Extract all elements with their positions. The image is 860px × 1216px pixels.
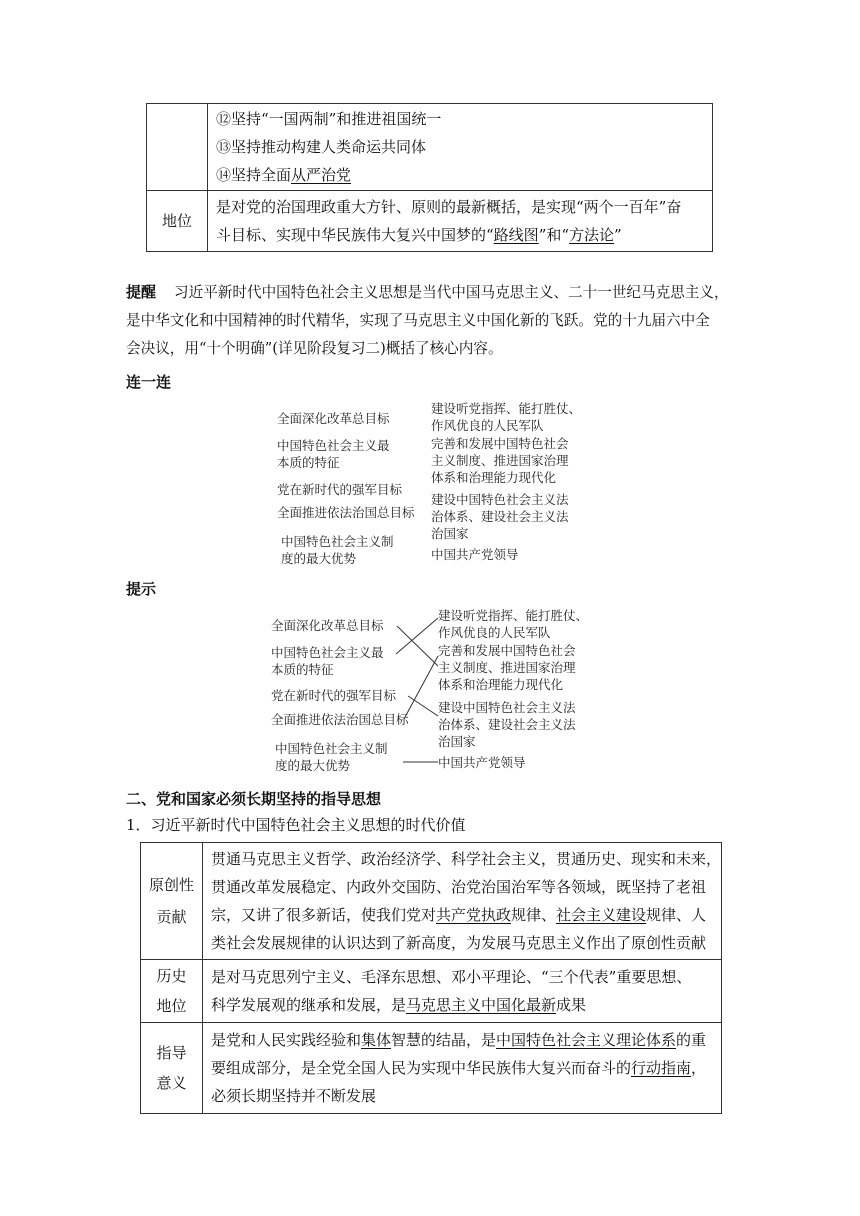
connector-4 xyxy=(404,656,438,719)
match-left-2: 中国特色社会主义最 本质的特征 xyxy=(277,438,390,470)
guiding-significance-content: 是党和人民实践经验和集体智慧的结晶，是中国特色社会主义理论体系的重 要组成部分，是全党全国人民为实现中华民族伟大复兴而奋斗的行动指南， 必须长期坚持并不断发展 xyxy=(202,1023,721,1114)
original-contribution-label: 原创性 贡献 xyxy=(141,843,203,960)
section-2-subtitle: 1．习近平新时代中国特色社会主义思想的时代价值 xyxy=(126,816,466,834)
content-line-13: ⑬坚持推动构建人类命运共同体 xyxy=(216,138,427,156)
hint-left-4: 全面推进依法治国总目标 xyxy=(271,712,409,727)
hint-left-3: 党在新时代的强军目标 xyxy=(271,688,397,703)
empty-label-cell xyxy=(147,104,208,191)
match-exercise xyxy=(276,400,596,568)
reminder-paragraph: 提醒 习近平新时代中国特色社会主义思想是当代中国马克思主义、二十一世纪马克思主义， 是中华文化和中国精神的时代精华，实现了马克思主义中国化新的飞跃。党的十九届六中全 会决议，用“十个明确”(详见阶段复习二)概括了核心内容。 xyxy=(126,283,729,357)
status-content: 是对党的治国理政重大方针、原则的最新概括，是实现“两个一百年”奋 斗目标、实现中华民族伟大复兴中国梦的“路线图”和“方法论” xyxy=(208,191,713,252)
historical-status-content: 是对马克思列宁主义、毛泽东思想、邓小平理论、“三个代表”重要思想、 科学发展观的继承和发展，是马克思主义中国化最新成果 xyxy=(202,960,721,1023)
original-contribution-content: 贯通马克思主义哲学、政治经济学、科学社会主义，贯通历史、现实和未来， 贯通改革发展稳定、内政外交国防、治党治国治军等各领域，既坚持了老祖 宗，又讲了很多新话，使我们党对共产党执政规律、社会主义建设规律、人 类社会发展规律的认识达到了新高度，为发展马克思主义作出了原创性贡献 xyxy=(202,843,721,960)
connector-2 xyxy=(396,618,438,654)
guiding-significance-label: 指导 意义 xyxy=(141,1023,203,1114)
match-right-3: 建设中国特色社会主义法 治体系、建设社会主义法 治国家 xyxy=(431,492,569,541)
hint-diagram xyxy=(270,604,600,776)
hint-left-2: 中国特色社会主义最 本质的特征 xyxy=(271,645,384,677)
reminder-label: 提醒 xyxy=(126,283,157,301)
hint-right-2: 完善和发展中国特色社会 主义制度、推进国家治理 体系和治理能力现代化 xyxy=(438,643,576,692)
hint-left-1: 全面深化改革总目标 xyxy=(271,618,384,633)
match-right-1: 建设听党指挥、能打胜仗、 作风优良的人民军队 xyxy=(431,401,582,433)
content-cell xyxy=(208,104,713,191)
connector-3 xyxy=(408,696,438,716)
hint-right-3: 建设中国特色社会主义法 治体系、建设社会主义法 治国家 xyxy=(438,700,576,749)
section-2-title: 二、党和国家必须长期坚持的指导思想 xyxy=(126,790,382,808)
match-left-1: 全面深化改革总目标 xyxy=(277,411,390,426)
match-right-2: 完善和发展中国特色社会 主义制度、推进国家治理 体系和治理能力现代化 xyxy=(431,436,569,485)
match-left-3: 党在新时代的强军目标 xyxy=(277,482,403,497)
value-table xyxy=(140,842,722,1114)
hint-right-1: 建设听党指挥、能打胜仗、 作风优良的人民军队 xyxy=(438,608,589,640)
match-left-4: 全面推进依法治国总目标 xyxy=(277,505,415,520)
content-line-14: ⑭坚持全面从严治党 xyxy=(216,166,352,184)
content-line-12: ⑫坚持“一国两制”和推进祖国统一 xyxy=(216,110,442,128)
match-right-4: 中国共产党领导 xyxy=(431,547,519,562)
top-table xyxy=(146,103,713,252)
match-left-5: 中国特色社会主义制 度的最大优势 xyxy=(281,534,394,566)
match-heading: 连一连 xyxy=(126,373,172,391)
hint-heading: 提示 xyxy=(126,580,157,598)
connector-1 xyxy=(397,626,438,666)
historical-status-label: 历史 地位 xyxy=(141,960,203,1023)
status-label: 地位 xyxy=(147,191,208,252)
hint-left-5: 中国特色社会主义制 度的最大优势 xyxy=(275,741,388,773)
hint-right-4: 中国共产党领导 xyxy=(438,755,526,770)
